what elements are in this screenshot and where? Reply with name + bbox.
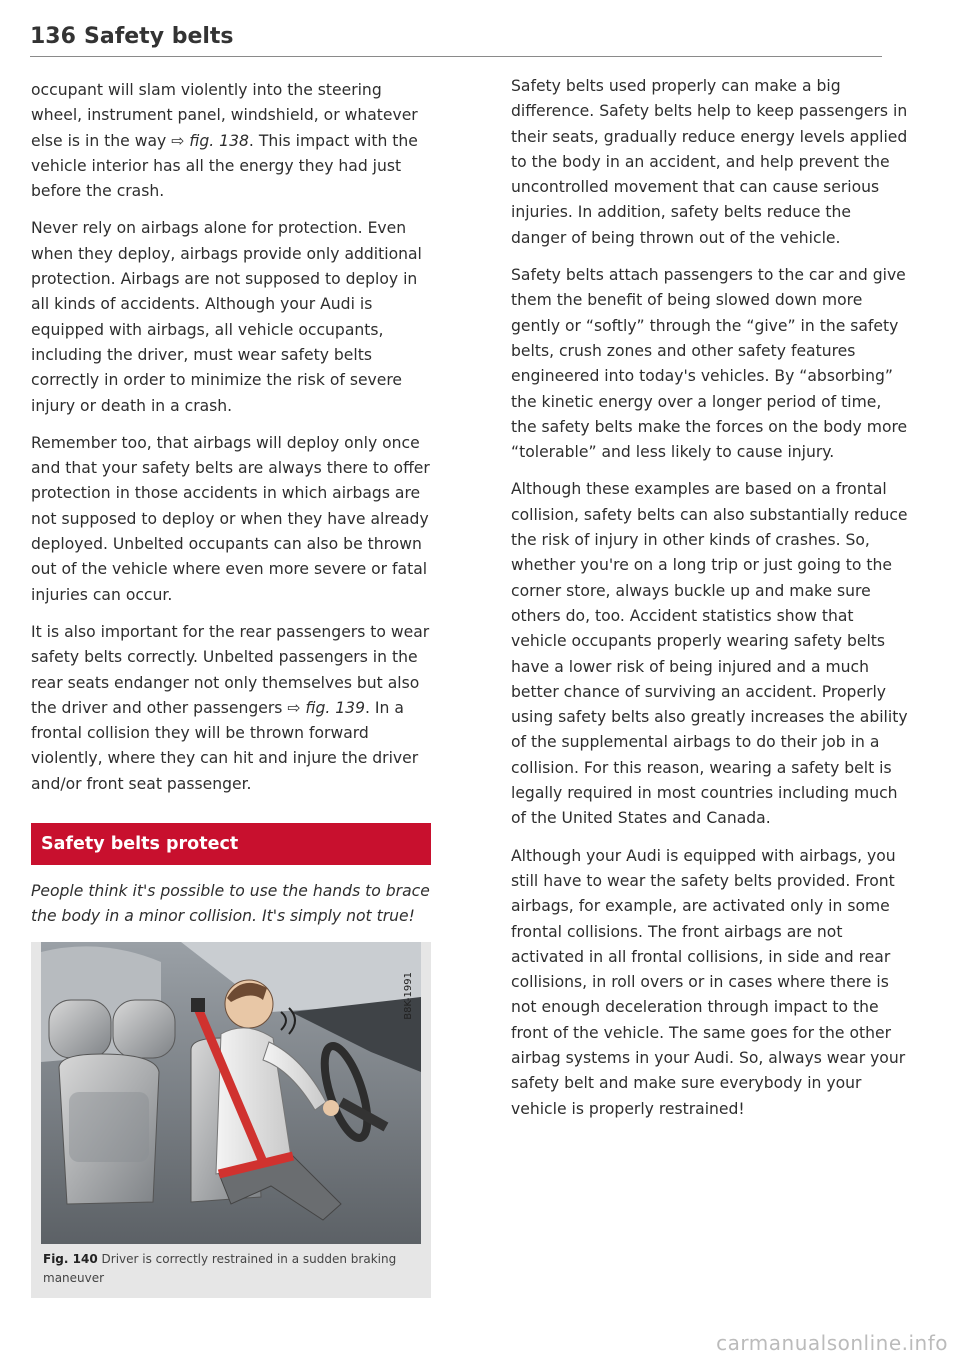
paragraph: Remember too, that airbags will deploy only once and that your safety belts are always there to offer protection in those accidents in which airbags are not supposed to deploy or when they have already deployed. Unbelted occupants can also be thrown out of the vehicle where even more severe or fatal injuries can occur. — [31, 433, 430, 604]
figure-140 — [31, 942, 431, 1298]
paragraph: Safety belts attach passengers to the car and give them the benefit of being slowed down more gently or “softly” through the “give” in the safety belts, crush zones and other safety features engineered into today's vehicles. By “absorbing” the kinetic energy over a longer period of time, the safety belts make the forces on the body more “tolerable” and less likely to cause injury. — [511, 266, 908, 462]
page-header — [30, 20, 882, 57]
page-number: 136 — [30, 24, 76, 49]
paragraph: occupant will slam violently into the steering wheel, instrument panel, windshield, or whatever else is in the way ⇨ fig. 138. This impact with the vehicle interior has all the energy they had just before the crash. — [31, 81, 418, 201]
figure-caption: Fig. 140 Driver is correctly restrained in a sudden braking maneuver — [43, 1251, 397, 1285]
section-banner: Safety belts protect — [31, 823, 431, 865]
right-column — [511, 74, 911, 1134]
fig-138-link[interactable]: ⇨ fig. 138 — [171, 131, 249, 150]
figure-code: B8K-1991 — [403, 971, 414, 1020]
paragraph: Never rely on airbags alone for protection. Even when they deploy, airbags provide only additional protection. Airbags are not supposed to deploy in all kinds of accidents. Although your Audi is equipped with airbags, all vehicle occupants, including the driver, must wear safety belts correctly in order to minimize the risk of severe injury or death in a crash. — [31, 219, 422, 415]
intro-text: People think it's possible to use the hands to brace the body in a minor collision. It's simply not true! — [31, 882, 430, 926]
driver-seatbelt-illustration — [41, 942, 421, 1244]
watermark: carmanualsonline.info — [716, 1331, 948, 1355]
paragraph: It is also important for the rear passengers to wear safety belts correctly. Unbelted passengers in the rear seats endanger not only themselves but also the driver and other passengers ⇨ fig. 139. In a frontal collision they will be thrown forward violently, where they can hit and injure the driver and/or front seat passenger. — [31, 622, 430, 793]
fig-139-link[interactable]: ⇨ fig. 139 — [287, 698, 366, 717]
paragraph: Although your Audi is equipped with airbags, you still have to wear the safety belts provided. Front airbags, for example, are activated only in some frontal collisions. The front airbags are not activated in all frontal collisions, in side and rear collisions, in roll overs or in cases where there is not enough deceleration through impact to the front of the vehicle. The same goes for the other airbag systems in your Audi. So, always wear your safety belt and make sure everybody in your vehicle is properly restrained! — [511, 846, 906, 1118]
section-title: Safety belts — [84, 24, 234, 49]
left-column — [31, 70, 431, 1298]
paragraph: Safety belts used properly can make a big difference. Safety belts help to keep passengers in their seats, gradually reduce energy levels applied to the body in an accident, and help prevent the uncontrolled movement that can cause serious injuries. In addition, safety belts reduce the danger of being thrown out of the vehicle. — [511, 77, 908, 247]
paragraph: Although these examples are based on a frontal collision, safety belts can also substantially reduce the risk of injury in other kinds of crashes. So, whether you're on a long trip or just going to the corner store, always buckle up and make sure others do, too. Accident statistics show that vehicle occupants properly wearing safety belts have a lower risk of being injured and a much better chance of surviving an accident. Properly using safety belts also greatly increases the ability of the supplemental airbags to do their job in a collision. For this reason, wearing a safety belt is legally required in most countries including much of the United States and Canada. — [511, 480, 908, 828]
